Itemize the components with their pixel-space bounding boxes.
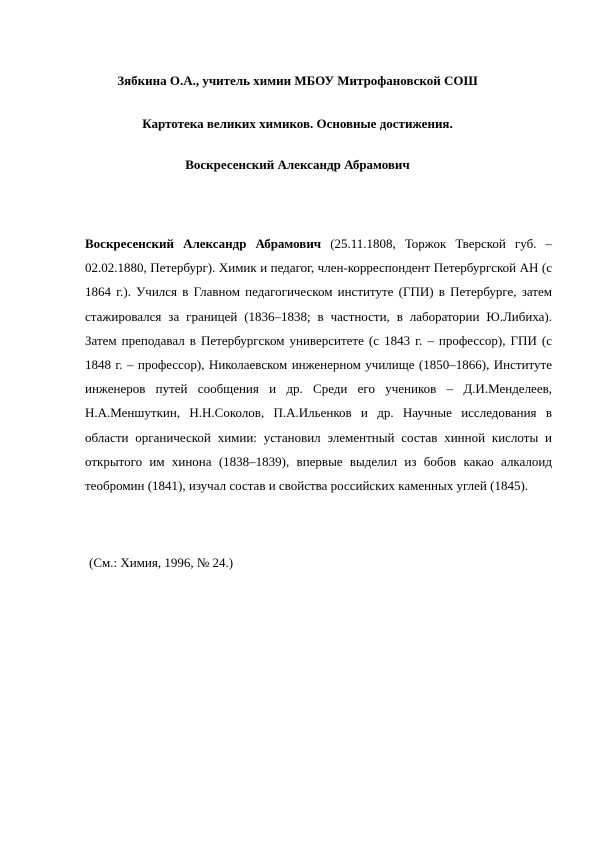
document-subtitle: Картотека великих химиков. Основные достижения.	[142, 116, 453, 131]
citation: (См.: Химия, 1996, № 24.)	[89, 555, 234, 570]
biography-text: (25.11.1808, Торжок Тверской губ. – 02.02.1880, Петербург). Химик и педагог, член-корреспондент Петербургской АН (с 1864 г.). Учился в Главном педагогическом институте (ГПИ) в Петербурге, затем стажировался за границей (1836–1838; в частности, в лаборатории Ю.Либиха). Затем преподавал в Петербургском университете (с 1843 г. – профессор), ГПИ (с 1848 г. – профессор), Николаевском инженерном училище (1850–1866), Институте инженеров путей сообщения и др. Среди его учеников – Д.И.Менделеев, Н.А.Меншуткин, Н.Н.Соколов, П.А.Ильенков и др. Научные исследования в области органической химии: установил элементный состав хинной кислоты и открытого им хинона (1838–1839), впервые выделил из бобов какао алкалоид теобромин (1841), изучал состав и свойства российских каменных углей (1845).	[85, 236, 552, 494]
author-line: Зябкина О.А., учитель химии МБОУ Митрофановской СОШ	[117, 73, 478, 88]
person-heading: Воскресенский Александр Абрамович	[185, 157, 410, 172]
biography-paragraph	[85, 232, 552, 498]
biography-name: Воскресенский Александр Абрамович	[85, 236, 322, 251]
